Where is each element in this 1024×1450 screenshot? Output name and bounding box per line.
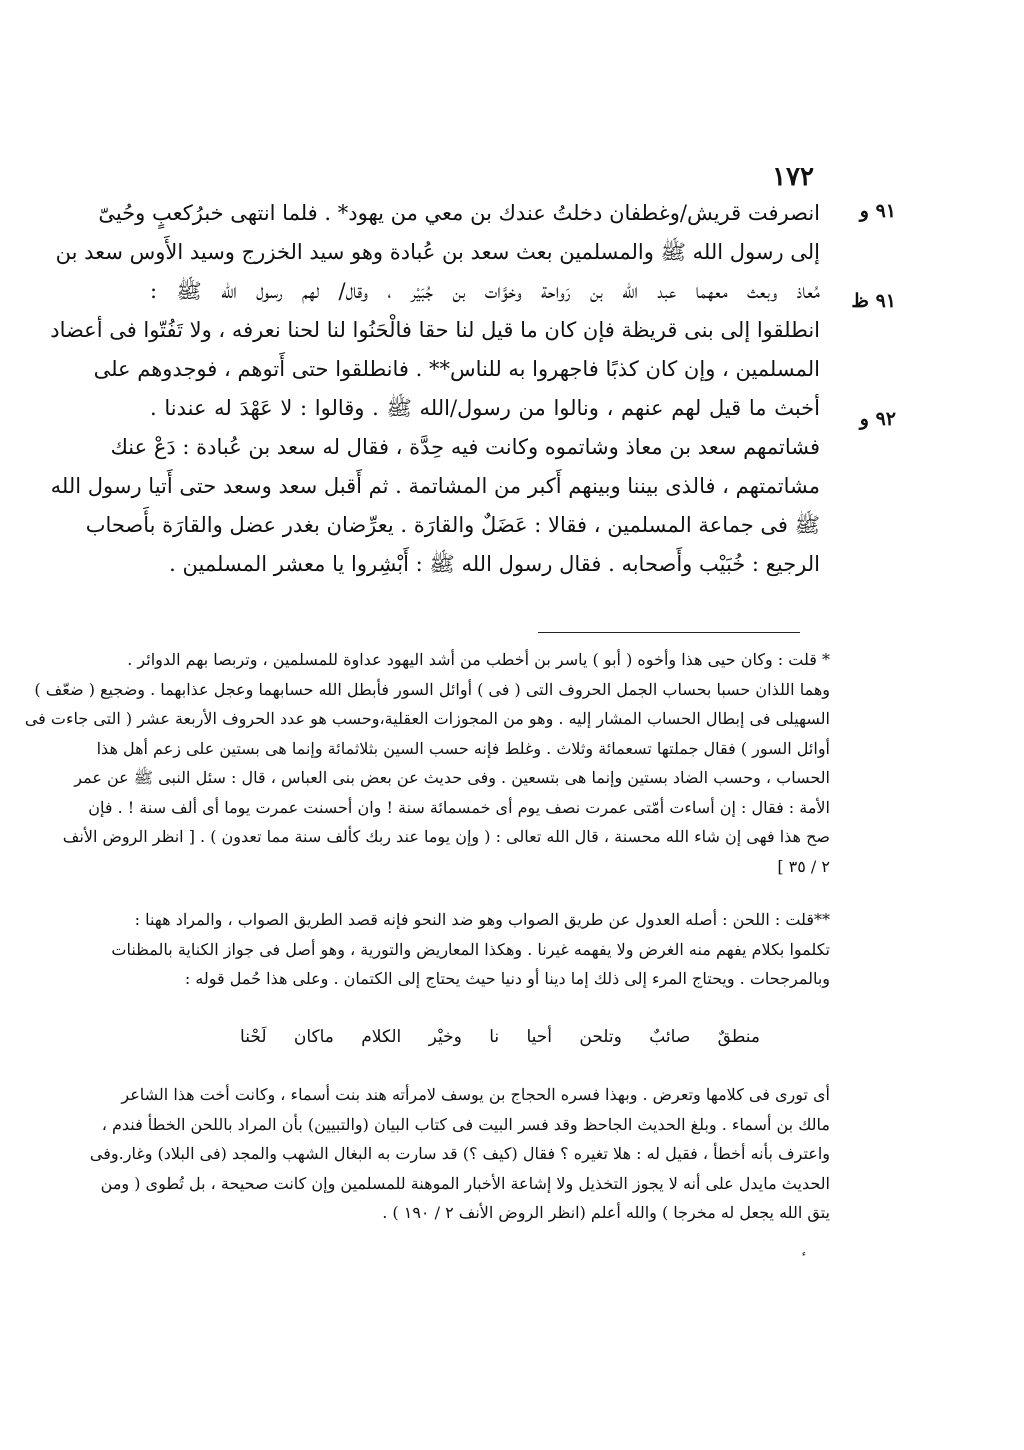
footnote-line: يتق الله يجعل له مخرجا ) والله أعلم (انظر الروض الأنف ٢ / ١٩٠ ) . xyxy=(382,1203,830,1222)
footnote-line: وهما اللذان حسبا بحساب الجمل الحروف التى ( فى ) أوائل السور فأبطل الله حسابهما وعجل عذابهما . وضجيع ( ضعّف ) xyxy=(34,679,830,699)
main-text-line: انصرفت قريش/وغطفان دخلتُ عندك بن معي من يهود* . فلما انتهى خبرُكعبٍ وحُيىّ xyxy=(98,201,820,225)
footnote-line: الحساب ، وحسب الضاد بستين وإنما هى بتسعين . وفى حديث عن بعض بنى العباس ، قال : سئل النبى ﷺ عن عمر xyxy=(74,768,830,787)
main-text-line: المسلمين ، وإن كان كذبًا فاجهروا به للناس** . فانطلقوا حتى أَتوهم ، فوجدوهم على xyxy=(93,357,820,381)
footnote-line: مالك بن أسماء . وبلغ الحديث الجاحظ وقد فسر البيت فى كتاب البيان (والتبيين) بأن المراد باللحن الخطأ فندم ، xyxy=(101,1114,830,1134)
main-text-line: انطلقوا إلى بنى قريظة فإن كان ما قيل لنا حقا فالْحَنُوا لنا لحنا نعرفه ، ولا تَفُتّوا فى أعضاد xyxy=(50,318,820,342)
poem-word: أحيا xyxy=(526,1027,553,1047)
footnotes xyxy=(24,645,830,994)
footnote-line: * قلت : وكان حيى هذا وأخوه ( أبو ) ياسر بن أخطب من أشد اليهود عداوة للمسلمين ، وتربصا بهم الدوائر . xyxy=(127,650,830,669)
footnote-line: وبالمرجحات . ويحتاج المرء إلى ذلك إما دينا أو دنيا حيث يحتاج إلى الكتمان . وعلى هذا حُمل قوله : xyxy=(184,969,830,988)
footnote-line: السهيلى فى إبطال الحساب المشار إليه . وهو من المجوزات العقلية،وحسب هو عدد الحروف الأربعة عشر ( التى جاءت فى xyxy=(24,709,830,728)
footnote-line: الحديث مايدل على أنه لا يجوز التخذيل ولا إشاعة الأخبار الموهنة للمسلمين وإن كانت صحيحة ، بل تُطوى ( ومن xyxy=(100,1173,830,1193)
footnote-line: تكلموا بكلام يفهم منه الغرض ولا يفهمه غيرنا . وهكذا المعاريض والتورية ، وهو أصل فى جواز الكناية بالمظنات xyxy=(111,939,830,959)
footnote-line: أى تورى فى كلامها وتعرض . وبهذا فسره الحجاج بن يوسف لامرأته هند بنت أسماء ، وكانت أخت هذا الشاعر xyxy=(121,1085,830,1104)
footnote-line: ٢ / ٣٥ ] xyxy=(777,856,830,876)
footnote-line: أوائل السور ) فقال جملتها تسعمائة وثلاث . وغلط فإنه حسب السين بثلاثمائة وإنما هى بستين على زعم أهل هذا xyxy=(96,738,830,758)
footnote-line: الأمة : فقال : إن أساءت أمّتى عمرت نصف يوم أى خمسمائة سنة ! وان أحسنت عمرت يوما أى ألف سنة ! . فإن xyxy=(88,797,830,817)
footnote-line: واعترف بأنه أخطأ ، فقيل له : هلا تغيره ؟ فقال (كيف ؟) قد سارت به البغال الشهب والمجد (فى البلاد) وغار.وفى xyxy=(89,1144,830,1163)
poem-word: لَحْنا xyxy=(240,1027,267,1047)
poem-word: وتلحن xyxy=(579,1027,622,1047)
main-text-line: أخبث ما قيل لهم عنهم ، ونالوا من رسول/الله ﷺ . وقالوا : لا عَهْدَ له عندنا . xyxy=(150,396,820,420)
poem-word: صائبٌ xyxy=(649,1027,691,1047)
main-text-line: ﷺ فى جماعة المسلمين ، فقالا : عَضَلٌ والقارَة . يعرِّضان بغدر عضل والقارَة بأَصحاب xyxy=(85,513,820,537)
page-number: ١٧٢ xyxy=(772,162,814,192)
poem-word: ماكان xyxy=(293,1027,334,1047)
poem-word: منطقٌ xyxy=(717,1027,760,1047)
main-text-line: مُعاذ وبعث معهما عبد الله بن رَواحة وخوَّات بن جُبَيْر ، وقال/ لهم رسول الله ﷺ : xyxy=(150,279,820,303)
main-text xyxy=(50,194,820,584)
main-text-line: إلى رسول الله ﷺ والمسلمين بعث سعد بن عُبادة وهو سيد الخزرج وسيد الأَوس سعد بن xyxy=(55,240,820,264)
margin-marker: ٩١ و xyxy=(859,200,896,222)
margin-marker: ٩١ ظ xyxy=(851,290,896,312)
main-text-line: فشاتمهم سعد بن معاذ وشاتموه وكانت فيه حِدَّة ، فقال له سعد بن عُبادة : دَعْ عنك xyxy=(110,435,820,459)
poem-word: وخيْر xyxy=(428,1027,462,1047)
poem-word: الكلام xyxy=(361,1027,402,1047)
main-text-line: الرجيع : خُبَيْب وأَصحابه . فقال رسول الله ﷺ : أَبْشِروا يا معشر المسلمين . xyxy=(169,552,820,576)
poem-word: نا xyxy=(489,1027,500,1047)
margin-marker: ٩٢ و xyxy=(859,408,896,430)
footnote-separator xyxy=(538,632,800,633)
footnote-continuation xyxy=(89,1080,830,1228)
poem-verse xyxy=(240,1022,760,1052)
main-text-line: مشاتمتهم ، فالذى بيننا وبينهم أَكبر من المشاتمة . ثم أَقبل سعد وسعد حتى أَتيا رسول الله xyxy=(50,474,820,498)
footnote-line: صح هذا فهى إن شاء الله محسنة ، قال الله تعالى : ( وإن يوما عند ربك كألف سنة مما تعدون ) . [ انظر الروض الأنف xyxy=(62,827,830,846)
footnote-line: **قلت : اللحن : أصله العدول عن طريق الصواب وهو ضد النحو فإنه قصد الطريق الصواب ، والمراد ههنا : xyxy=(134,910,830,929)
